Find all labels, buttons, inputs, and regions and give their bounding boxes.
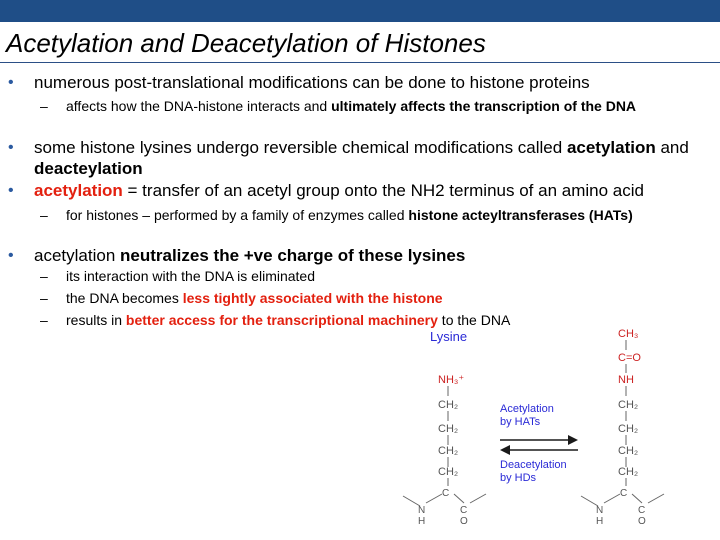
dash-icon: – [40, 290, 48, 306]
left-calpha: C [442, 488, 450, 499]
arrow-left-icon [500, 445, 510, 455]
right-n: N [596, 505, 604, 516]
dash-icon: – [40, 268, 48, 284]
sub-text-plain: its interaction with the DNA is eliminated [66, 268, 315, 284]
lysine-label: Lysine [430, 329, 468, 344]
bullet-3-text: = transfer of an acetyl group onto the NH2 terminus of an amino acid [122, 181, 644, 200]
deacetylation-label: Deacetylation [500, 459, 567, 471]
sub-text-red: better access for the transcriptional machinery [125, 312, 438, 328]
bullet-4-text: acetylation [34, 246, 120, 265]
right-ch2-1: CH₂ [618, 399, 639, 411]
dash-icon: – [40, 98, 48, 114]
sub-text-red: less tightly associated with the histone [182, 290, 443, 306]
term-acetylation-red: acetylation [34, 181, 123, 200]
bullet-2-and: and [655, 138, 689, 157]
left-ch2-1: CH₂ [438, 399, 459, 411]
right-h: H [596, 516, 604, 527]
by-hats-label: by HATs [500, 416, 541, 428]
left-c: C [460, 505, 468, 516]
right-nh: NH [618, 374, 634, 386]
sub-text-plain: for histones – performed by a family of enzymes called [66, 207, 409, 223]
left-nh3-label: NH₃⁺ [438, 374, 465, 386]
right-calpha: C [620, 488, 628, 499]
bullet-dot-icon: • [8, 74, 14, 91]
left-n: N [418, 505, 426, 516]
lysine-diagram [398, 328, 720, 540]
left-o: O [460, 516, 468, 527]
right-o: O [638, 516, 646, 527]
dash-icon: – [40, 207, 48, 223]
term-hats: histone acteyltransferases [408, 207, 586, 223]
bullet-4-bold: neutralizes the +ve charge of these lysines [120, 246, 466, 265]
term-acetylation: acetylation [566, 138, 656, 157]
dash-icon: – [40, 312, 48, 328]
right-ch3: CH₃ [618, 328, 639, 340]
bond-line [648, 494, 664, 503]
bond-line [454, 494, 464, 503]
bond-line [426, 494, 442, 503]
right-ch2-4: CH₂ [618, 466, 639, 478]
left-ch2-2: CH₂ [438, 423, 459, 435]
left-chain [403, 374, 486, 527]
arrow-right-icon [568, 435, 578, 445]
right-ch2-2: CH₂ [618, 423, 639, 435]
bond-line [470, 494, 486, 503]
left-ch2-3: CH₂ [438, 445, 459, 457]
header-bar [0, 0, 720, 22]
sub-text-plain: the DNA becomes [66, 290, 183, 306]
term-hats-abbr: (HATs) [585, 207, 633, 223]
page-title: Acetylation and Deacetylation of Histones [6, 28, 486, 58]
right-c: C [638, 505, 646, 516]
bond-line [604, 494, 620, 503]
right-ch2-3: CH₂ [618, 445, 639, 457]
bullet-dot-icon: • [8, 247, 14, 264]
title-area [0, 22, 720, 63]
right-co: C=O [618, 352, 641, 364]
bullet-2-text: some histone lysines undergo reversible chemical modifications called [34, 138, 567, 157]
by-hds-label: by HDs [500, 472, 537, 484]
right-chain [581, 328, 664, 527]
sub-text-plain: results in [66, 312, 126, 328]
bullet-1-text: numerous post-translational modifications can be done to histone proteins [34, 73, 590, 92]
bullet-dot-icon: • [8, 182, 14, 199]
term-deacteylation: deacteylation [34, 159, 143, 178]
bullet-dot-icon: • [8, 139, 14, 156]
acetylation-label: Acetylation [500, 403, 554, 415]
sub-text-plain-end: to the DNA [437, 312, 511, 328]
left-ch2-4: CH₂ [438, 466, 459, 478]
bond-line [632, 494, 642, 503]
sub-text-plain: affects how the DNA-histone interacts and [66, 98, 332, 114]
left-h: H [418, 516, 426, 527]
sub-text-bold: ultimately affects the transcription of the DNA [331, 98, 637, 114]
lysine-acetylation-figure [398, 328, 720, 540]
